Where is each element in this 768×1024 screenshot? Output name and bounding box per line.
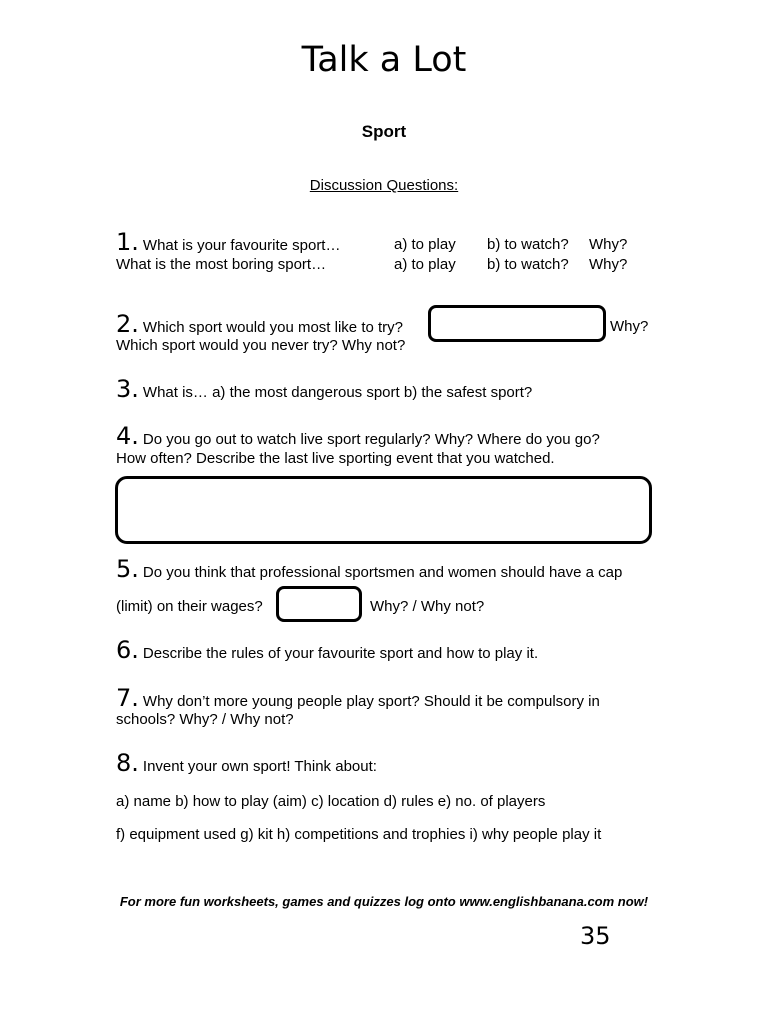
q1-option-a: a) to play — [394, 236, 456, 253]
question-7-line-2: schools? Why? / Why not? — [116, 711, 294, 728]
page-number: 35 — [580, 922, 611, 950]
section-heading: Discussion Questions: — [309, 177, 459, 194]
question-5 — [116, 555, 622, 583]
question-5-line-2: (limit) on their wages? — [116, 598, 263, 615]
question-8-list-1: a) name b) how to play (aim) c) location d) rules e) no. of players — [116, 793, 546, 810]
q1-line2-option-a: a) to play — [394, 256, 456, 273]
q4-answer-box[interactable] — [115, 476, 652, 544]
q2-why: Why? — [610, 318, 649, 335]
question-1 — [116, 228, 340, 256]
q2-answer-box[interactable] — [428, 305, 606, 342]
question-text: Describe the rules of your favourite sport and how to play it. — [142, 645, 539, 662]
question-text: Do you think that professional sportsmen and women should have a cap — [142, 564, 623, 581]
question-1-line-2: What is the most boring sport… — [116, 256, 327, 273]
question-2 — [116, 310, 403, 338]
q5-answer-box[interactable] — [276, 586, 362, 622]
q1-line2-why: Why? — [589, 256, 628, 273]
question-number: 4. — [116, 422, 139, 450]
question-6 — [116, 636, 538, 664]
question-7 — [116, 684, 600, 712]
question-number: 8. — [116, 749, 139, 777]
q1-option-b: b) to watch? — [487, 236, 569, 253]
question-text: Do you go out to watch live sport regularly? Why? Where do you go? — [142, 431, 600, 448]
question-number: 3. — [116, 375, 139, 403]
question-text: Which sport would you most like to try? — [142, 319, 404, 336]
q1-why: Why? — [589, 236, 628, 253]
footer-text: For more fun worksheets, games and quizzes log onto www.englishbanana.com now! — [119, 894, 649, 909]
question-4 — [116, 422, 600, 450]
question-text: What is your favourite sport… — [142, 237, 341, 254]
question-number: 6. — [116, 636, 139, 664]
question-number: 5. — [116, 555, 139, 583]
question-number: 7. — [116, 684, 139, 712]
q5-why: Why? / Why not? — [370, 598, 485, 615]
question-number: 1. — [116, 228, 139, 256]
question-text: What is… a) the most dangerous sport b) the safest sport? — [142, 384, 533, 401]
question-number: 2. — [116, 310, 139, 338]
page-title: Talk a Lot — [301, 40, 467, 80]
question-text: Why don’t more young people play sport? Should it be compulsory in — [142, 693, 600, 710]
question-8-list-2: f) equipment used g) kit h) competitions and trophies i) why people play it — [116, 826, 602, 843]
question-text: Invent your own sport! Think about: — [142, 758, 377, 775]
question-4-line-2: How often? Describe the last live sporting event that you watched. — [116, 450, 555, 467]
question-8 — [116, 749, 377, 777]
q1-line2-option-b: b) to watch? — [487, 256, 569, 273]
question-2-line-2: Which sport would you never try? Why not? — [116, 337, 406, 354]
question-3 — [116, 375, 532, 403]
page-subtitle: Sport — [361, 122, 407, 141]
